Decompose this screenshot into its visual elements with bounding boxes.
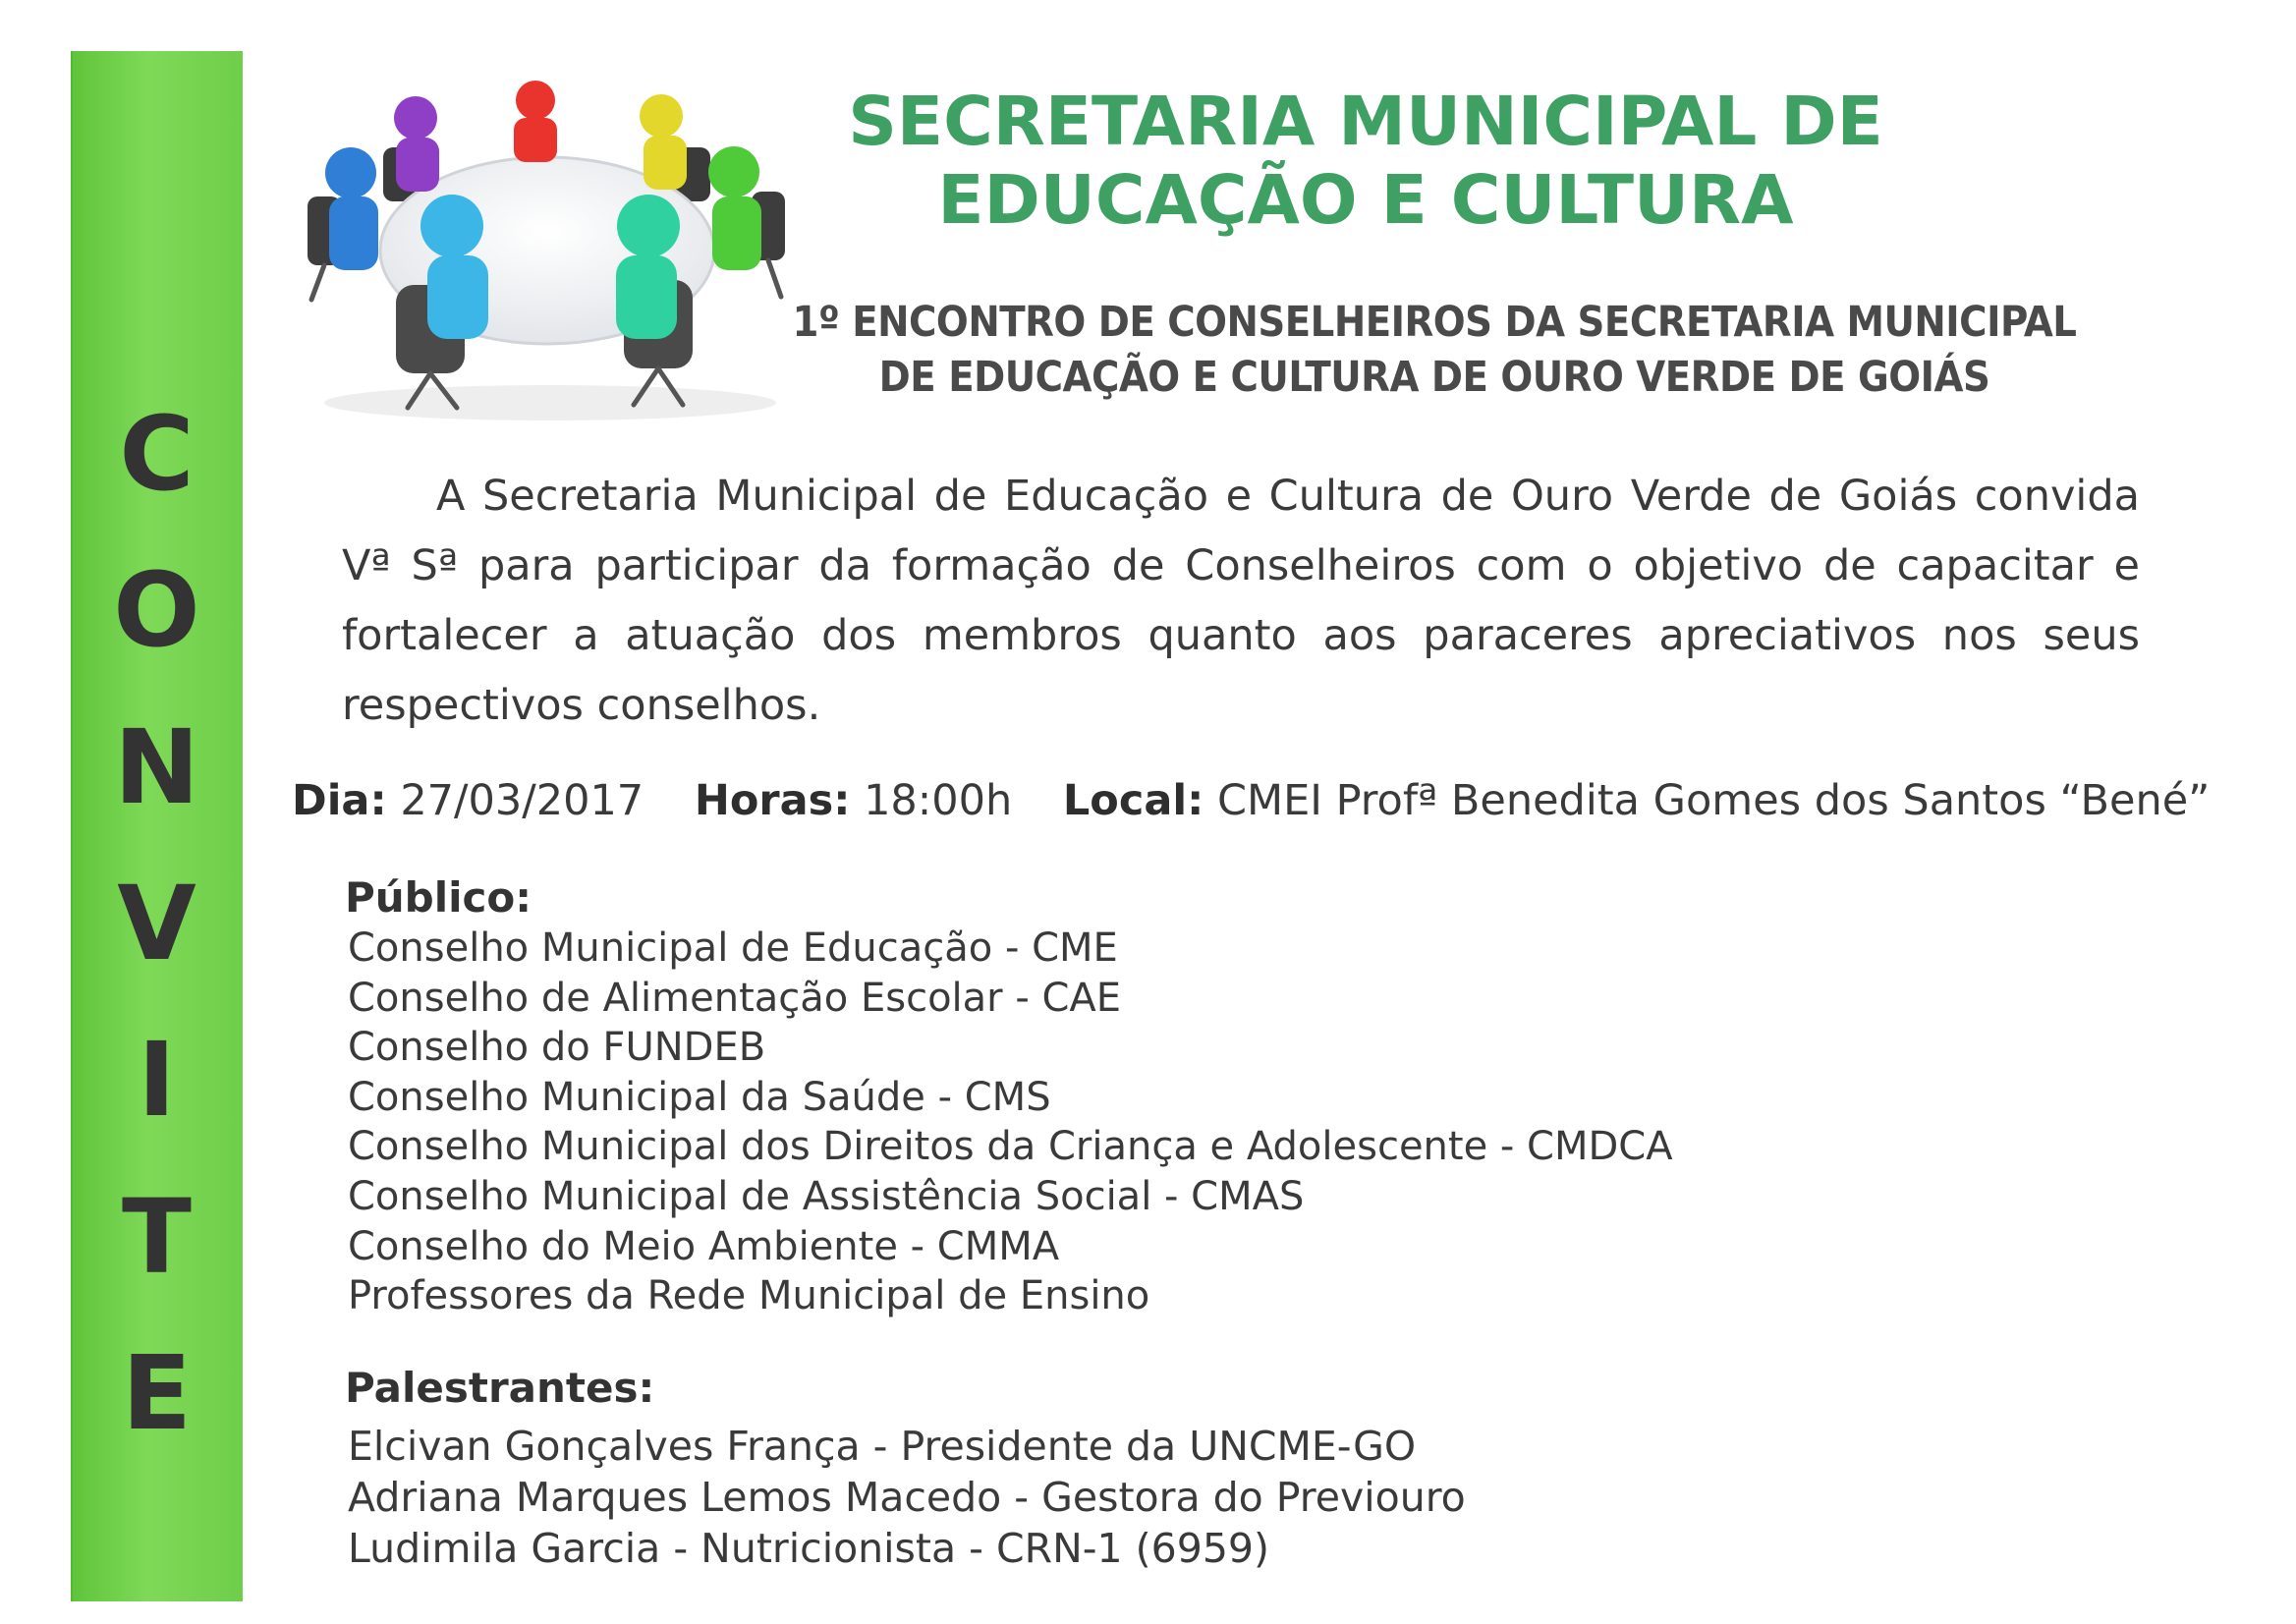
list-item: Ludimila Garcia - Nutricionista - CRN-1 (6959) <box>348 1525 1269 1572</box>
speakers-list <box>348 1421 1466 1574</box>
time-label: Horas: <box>694 776 851 825</box>
list-item: Conselho Municipal de Educação - CME <box>348 925 1118 971</box>
audience-list <box>348 924 1673 1321</box>
list-item: Conselho de Alimentação Escolar - CAE <box>348 975 1122 1021</box>
place-label: Local: <box>1062 776 1204 825</box>
audience-heading: Público: <box>345 873 532 922</box>
side-label-convite <box>71 394 243 1453</box>
side-letter: O <box>113 550 200 671</box>
date-label: Dia: <box>292 776 387 825</box>
side-letter: T <box>122 1176 192 1297</box>
time-value: 18:00h <box>864 776 1013 825</box>
invitation-paragraph: A Secretaria Municipal de Educação e Cultura de Ouro Verde de Goiás convida Vª Sª para participar da formação de Conselheiros com o objetivo de capacitar e fortalecer a atuação dos membros quanto aos paraceres apreciativos nos seus respectivos conselhos. <box>342 472 2140 730</box>
side-letter: E <box>121 1332 193 1453</box>
list-item: Conselho Municipal da Saúde - CMS <box>348 1074 1051 1120</box>
event-subtitle <box>776 295 2093 405</box>
round-table-meeting-icon <box>290 79 801 422</box>
event-details <box>292 771 2211 830</box>
page-title <box>825 83 1906 240</box>
side-letter: N <box>113 706 200 827</box>
title-line: SECRETARIA MUNICIPAL DE <box>848 83 1883 161</box>
title-line: EDUCAÇÃO E CULTURA <box>937 161 1794 240</box>
side-letter: I <box>138 1020 176 1141</box>
list-item: Conselho do Meio Ambiente - CMMA <box>348 1223 1060 1269</box>
list-item: Adriana Marques Lemos Macedo - Gestora do Previouro <box>348 1474 1466 1521</box>
speakers-heading: Palestrantes: <box>345 1364 655 1412</box>
list-item: Conselho Municipal dos Direitos da Criança e Adolescente - CMDCA <box>348 1124 1673 1170</box>
list-item: Professores da Rede Municipal de Ensino <box>348 1273 1150 1319</box>
list-item: Elcivan Gonçalves França - Presidente da UNCME-GO <box>348 1423 1417 1470</box>
place-value: CMEI Profª Benedita Gomes dos Santos “Bené” <box>1216 776 2211 825</box>
subtitle-line: DE EDUCAÇÃO E CULTURA DE OURO VERDE DE GOIÁS <box>878 353 1990 402</box>
list-item: Conselho do FUNDEB <box>348 1025 766 1071</box>
side-letter: V <box>117 863 196 983</box>
subtitle-line: 1º ENCONTRO DE CONSELHEIROS DA SECRETARIA MUNICIPAL <box>792 298 2077 347</box>
list-item: Conselho Municipal de Assistência Social - CMAS <box>348 1173 1305 1219</box>
date-value: 27/03/2017 <box>400 776 644 825</box>
side-letter: C <box>119 394 195 514</box>
